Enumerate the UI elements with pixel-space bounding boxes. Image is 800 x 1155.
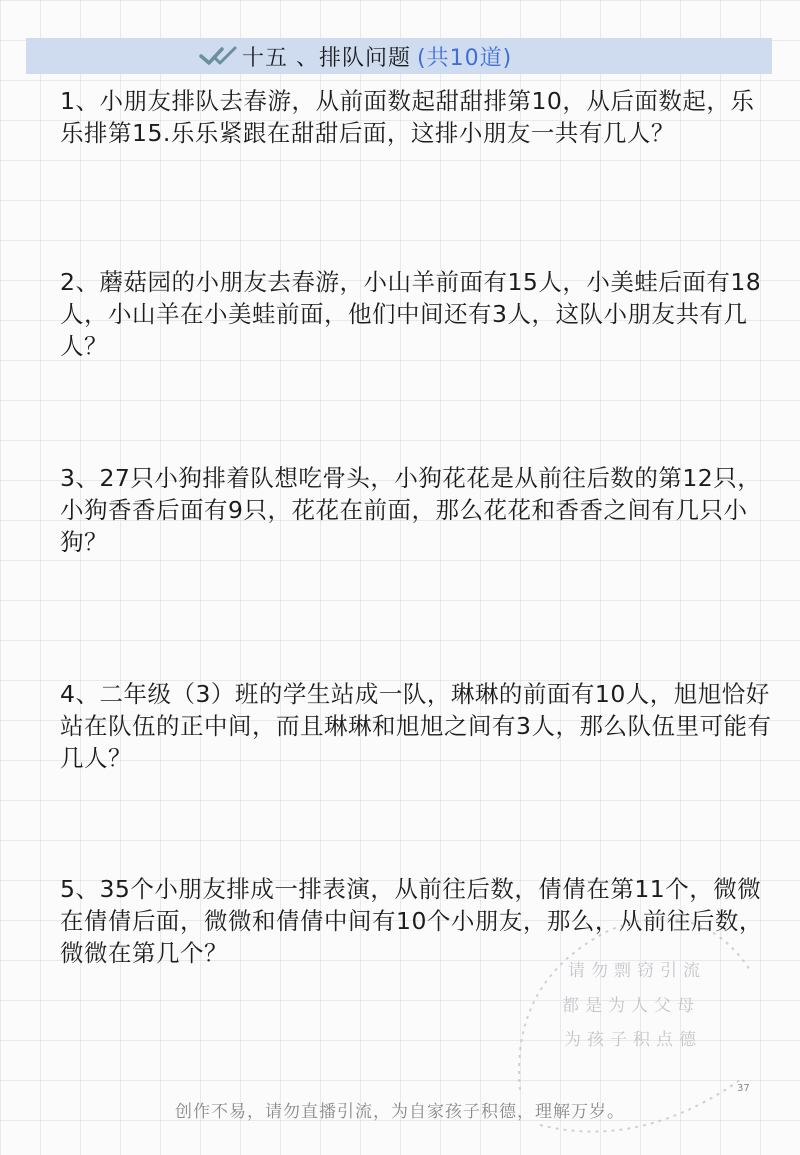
question-4: 4、二年级（3）班的学生站成一队，琳琳的前面有10人，旭旭恰好站在队伍的正中间，而且琳琳和旭旭之间有3人，那么队伍里可能有几人？: [60, 680, 772, 772]
question-2: 2、蘑菇园的小朋友去春游，小山羊前面有15人，小美蛙后面有18人，小山羊在小美蛙前面，他们中间还有3人，这队小朋友共有几人？: [60, 268, 762, 360]
section-title-group: [198, 38, 512, 74]
question-count: (共10道): [417, 45, 513, 71]
stamp-line-1: 请勿剽窃引流: [568, 961, 706, 981]
stamp-line-3: 为孩子积点德: [564, 1030, 702, 1050]
question-3: 3、27只小狗排着队想吃骨头，小狗花花是从前往后数的第12只，小狗香香后面有9只，花花在前面，那么花花和香香之间有几只小狗？: [60, 464, 762, 556]
question-1: 1、小朋友排队去春游，从前面数起甜甜排第10，从后面数起，乐乐排第15.乐乐紧跟在甜甜后面，这排小朋友一共有几人？: [60, 87, 755, 147]
stamp-line-2: 都是为人父母: [562, 996, 700, 1016]
question-5: 5、35个小朋友排成一排表演，从前往后数，倩倩在第11个，微微在倩倩后面，微微和倩倩中间有10个小朋友，那么，从前往后数，微微在第几个？: [60, 875, 763, 967]
section-title: 十五 、排队问题: [242, 45, 411, 71]
footer-note: 创作不易，请勿直播引流，为自家孩子积德，理解万岁。: [175, 1102, 625, 1122]
checkmark-icon: [198, 45, 238, 67]
section-header: [26, 38, 772, 74]
page-number: 37: [737, 1083, 750, 1094]
